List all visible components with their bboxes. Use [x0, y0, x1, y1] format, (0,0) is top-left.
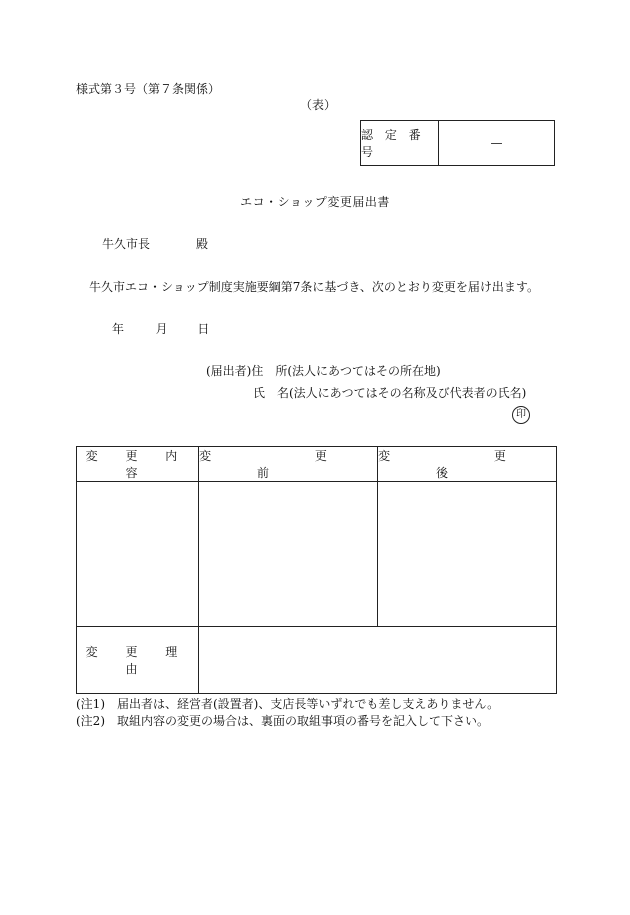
addressee-honorific: 殿	[196, 237, 209, 251]
header-before-change: 変 更 前	[199, 447, 378, 482]
certification-number-box	[360, 120, 555, 166]
table-header-row	[77, 447, 557, 482]
after-change-cell[interactable]	[378, 482, 557, 627]
date-year: 年	[112, 322, 125, 336]
date-month: 月	[155, 322, 168, 336]
front-side-mark: （表）	[300, 98, 337, 112]
document-title: エコ・ショップ変更届出書	[240, 195, 390, 209]
certification-number-value: —	[490, 136, 503, 150]
form-number-label: 様式第３号（第７条関係）	[76, 82, 221, 96]
date-day: 日	[197, 322, 210, 336]
addressee-name: 牛久市長	[102, 237, 151, 251]
certification-number-label: 認 定 番 号	[361, 121, 439, 165]
reason-row	[77, 627, 557, 694]
date-line	[112, 323, 209, 335]
seal-mark: 印	[512, 406, 530, 424]
header-change-content: 変 更 内 容	[77, 447, 199, 482]
declaration-text: 牛久市エコ・ショップ制度実施要綱第7条に基づき、次のとおり変更を届け出ます。	[89, 280, 539, 294]
change-content-cell[interactable]	[77, 482, 199, 627]
applicant-address-line: (届出者)住 所(法人にあつてはその所在地)	[206, 364, 441, 378]
reason-cell[interactable]	[199, 627, 557, 694]
note-1: (注1) 届出者は、経営者(設置者)、支店長等いずれでも差し支えありません。	[76, 697, 500, 711]
reason-label: 変 更 理 由	[77, 627, 199, 694]
before-change-cell[interactable]	[199, 482, 378, 627]
change-details-table	[76, 446, 557, 694]
header-after-change: 変 更 後	[378, 447, 557, 482]
note-2: (注2) 取組内容の変更の場合は、裏面の取組事項の番号を記入して下さい。	[76, 714, 490, 728]
table-row	[77, 482, 557, 627]
applicant-name-line: 氏 名(法人にあつてはその名称及び代表者の氏名)	[253, 386, 527, 400]
